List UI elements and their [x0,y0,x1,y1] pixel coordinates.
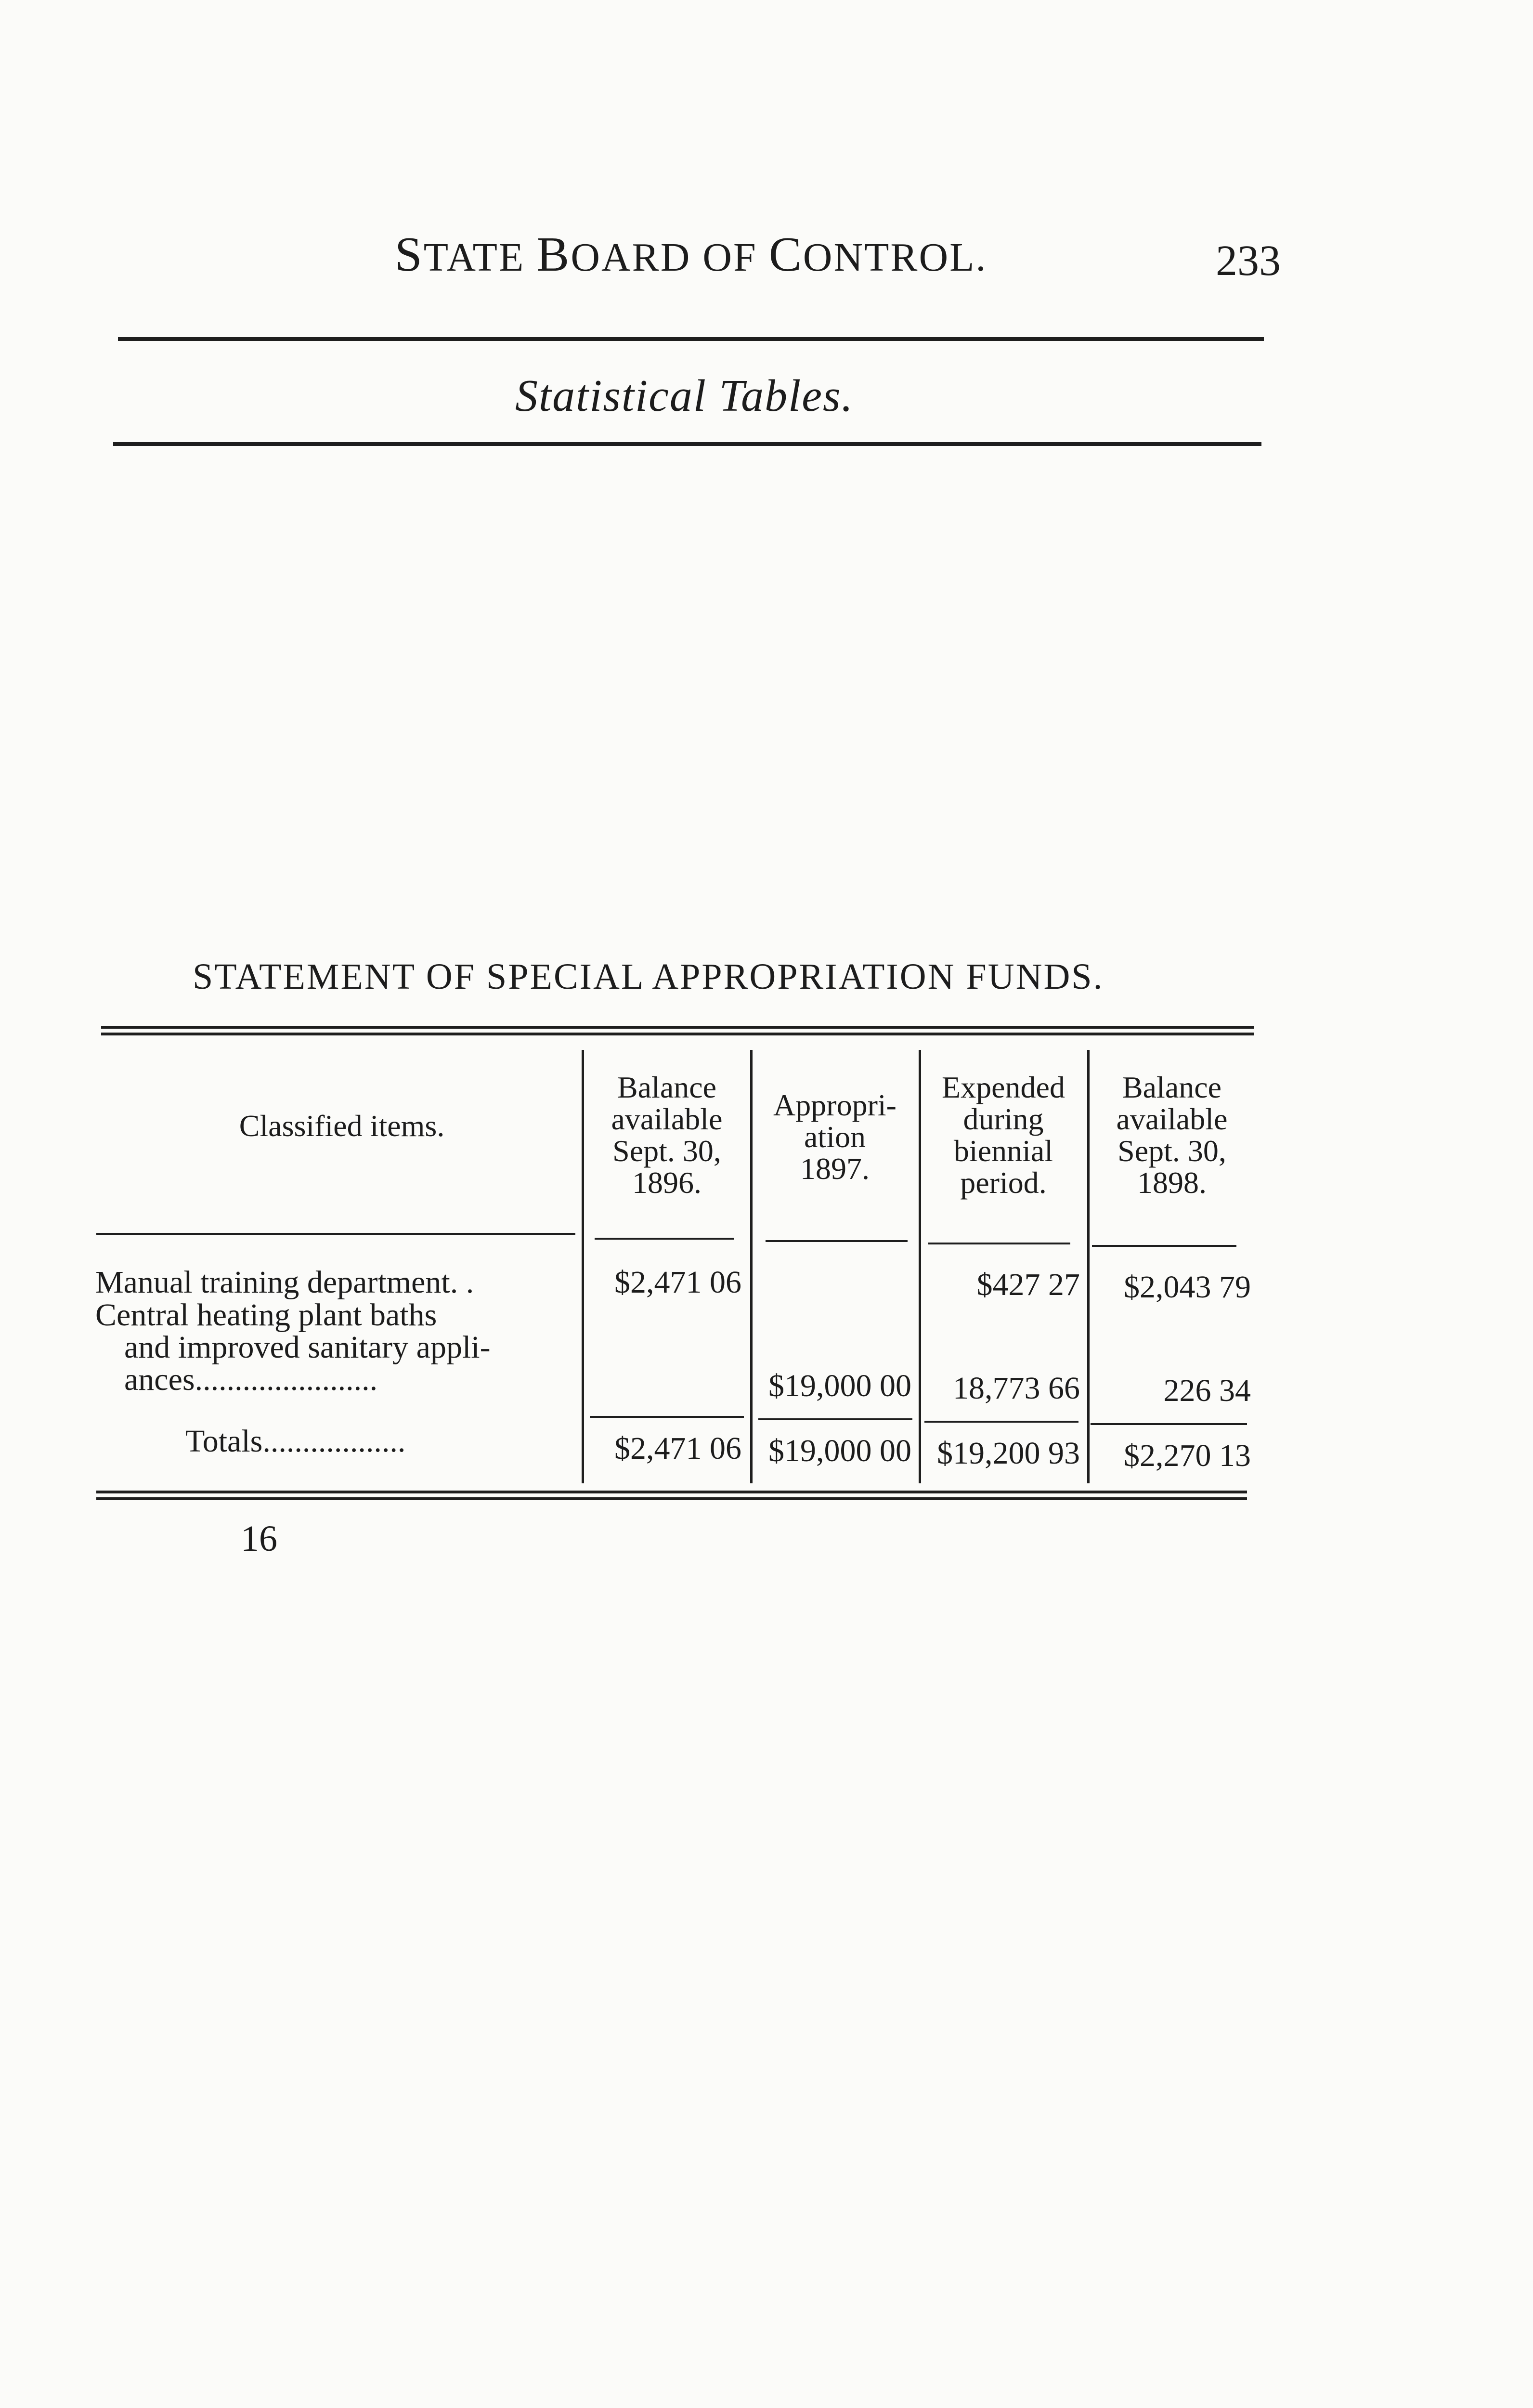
totals-underline [758,1418,912,1420]
header-expended: Expended during biennial period. [942,1070,1065,1200]
running-head-text: B [536,227,571,282]
running-head-text: OARD OF [571,235,769,280]
header-rule-bottom [113,442,1261,446]
totals-value: $2,270 13 [1124,1438,1251,1473]
totals-underline [590,1416,744,1418]
header-underline [96,1233,575,1235]
table-title: STATEMENT OF SPECIAL APPROPRIATION FUNDS. [193,956,1104,997]
totals-underline [924,1421,1078,1423]
page-number: 233 [1216,237,1281,285]
row-value: $19,000 00 [768,1368,911,1403]
section-title: Statistical Tables. [515,371,854,421]
row-label: Central heating plant baths [95,1297,437,1333]
row-label: Manual training department. . [95,1265,474,1300]
header-balance-1896: Balance available Sept. 30, 1896. [611,1070,723,1200]
totals-label: Totals.................. [185,1424,406,1459]
running-head-text: C [768,227,803,282]
header-underline [595,1238,734,1240]
header-rule-top [118,337,1264,341]
running-head-text: TATE [423,235,537,280]
header-underline [766,1240,908,1242]
totals-value: $19,200 93 [937,1436,1080,1471]
signature-mark: 16 [241,1518,277,1559]
totals-underline [1091,1423,1247,1425]
table-bottom-double-rule [96,1491,1247,1500]
totals-value: $19,000 00 [768,1433,911,1468]
header-balance-1898: Balance available Sept. 30, 1898. [1116,1070,1228,1200]
row-value: $427 27 [976,1267,1080,1302]
running-head-text: ONTROL. [803,235,987,280]
running-head [395,226,987,283]
row-label: and improved sanitary appli- [124,1330,491,1365]
row-value: 18,773 66 [953,1371,1080,1406]
header-underline [1092,1245,1236,1247]
header-underline [928,1243,1070,1244]
row-label: ances....................... [124,1362,378,1397]
row-value: $2,471 06 [614,1265,741,1300]
header-classified-items: Classified items. [239,1109,445,1143]
table-top-double-rule [101,1026,1254,1035]
row-value: 226 34 [1163,1373,1251,1408]
column-separator [582,1050,584,1483]
totals-value: $2,471 06 [614,1431,741,1466]
row-value: $2,043 79 [1124,1269,1251,1305]
running-head-text: S [395,227,424,282]
header-appropriation-1897: Appropri- ation 1897. [773,1088,896,1186]
